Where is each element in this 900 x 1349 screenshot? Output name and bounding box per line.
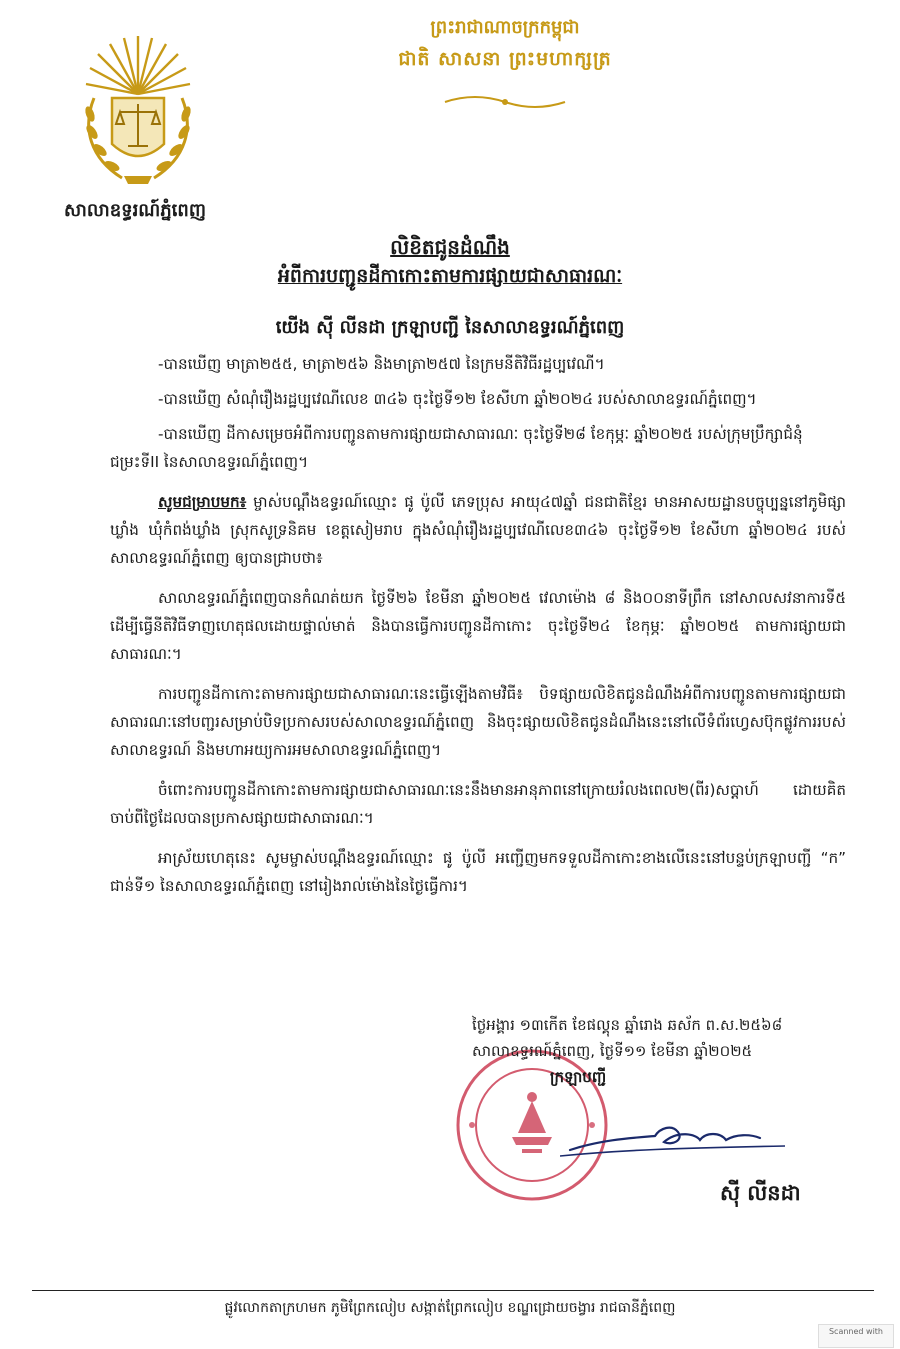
court-name: សាលាឧទ្ធរណ៍ភ្នំពេញ	[64, 200, 206, 221]
scanned-with-badge: Scanned with	[818, 1324, 894, 1348]
handwritten-signature	[560, 1110, 790, 1170]
notice-label: សូមជម្រាបមក៖	[158, 493, 247, 511]
notice-text: ម្ចាស់បណ្តឹងឧទ្ធរណ៍ឈ្មោះ ផូ ប៉ូលី ភេទប្រុស អាយុ៤៧ឆ្នាំ ជនជាតិខ្មែរ មានអាសយដ្ឋានបច្ចុប្បន្ននៅភូមិផ្សាឃ្លាំង ឃុំកំពង់ឃ្លាំង ស្រុកសូទ្រនិគម ខេត្តសៀមរាប ក្នុងសំណុំរឿងរដ្ឋប្បវេណីលេខ៣៤៦ ចុះថ្ងៃទី១២ ខែសីហា ឆ្នាំ២០២៤ របស់សាលាឧទ្ធរណ៍ភ្នំពេញ ឲ្យបានជ្រាបថា៖	[110, 493, 846, 567]
lunar-date: ថ្ងៃអង្គារ ១៣កើត ខែផល្គុន ឆ្នាំរោង ឆស័ក ព.ស.២៥៦៨	[472, 1016, 783, 1034]
notice-paragraph	[110, 488, 846, 572]
seen-clause-1: -បានឃើញ មាត្រា២៥៥, មាត្រា២៥៦ និងមាត្រា២៥៧ នៃក្រមនីតិវិធីរដ្ឋប្បវេណី។	[158, 355, 605, 373]
solar-date: សាលាឧទ្ធរណ៍ភ្នំពេញ, ថ្ងៃទី១១ ខែមីនា ឆ្នាំ២០២៥	[472, 1042, 753, 1060]
motto-kingdom: ព្រះរាជាណាចក្រកម្ពុជា	[430, 17, 580, 38]
document-subtitle: អំពីការបញ្ជូនដីកាកោះតាមការផ្សាយជាសាធារណៈ	[277, 265, 623, 287]
document-body	[110, 350, 846, 900]
national-motto	[330, 14, 680, 76]
signer-title: ក្រឡាបញ្ជី	[550, 1068, 607, 1086]
hearing-paragraph: សាលាឧទ្ធរណ៍ភ្នំពេញបានកំណត់យក ថ្ងៃទី២៦ ខែមីនា ឆ្នាំ២០២៥ វេលាម៉ោង ៨ និង០០នាទីព្រឹក នៅសាលសវនាការទី៥ ដើម្បីធ្វើនីតិវិធីទាញហេតុផលដោយផ្ទាល់មាត់ និងបានធ្វើការបញ្ជូនដីកាកោះ ចុះថ្ងៃទី២៤ ខែកុម្ភៈ ឆ្នាំ២០២៥ តាមការផ្សាយជាសាធារណៈ។	[110, 589, 846, 663]
invitation-paragraph: អាស្រ័យហេតុនេះ សូមម្ចាស់បណ្តឹងឧទ្ធរណ៍ឈ្មោះ ផូ ប៉ូលី អញ្ជើញមកទទួលដីកាកោះខាងលើនេះនៅបន្ទប់ក្រឡាបញ្ជី “ក” ជាន់ទី១ នៃសាលាឧទ្ធរណ៍ភ្នំពេញ នៅរៀងរាល់ម៉ោងនៃថ្ងៃធ្វើការ។	[110, 849, 846, 895]
footer-address: ផ្លូវលោកតាក្រហមក ភូមិព្រែកលៀប សង្កាត់ព្រែកលៀប ខណ្ឌជ្រោយចង្វារ រាជធានីភ្នំពេញ	[224, 1300, 676, 1316]
seen-clause-2: -បានឃើញ សំណុំរឿងរដ្ឋប្បវេណីលេខ ៣៤៦ ចុះថ្ងៃទី១២ ខែសីហា ឆ្នាំ២០២៤ របស់សាលាឧទ្ធរណ៍ភ្នំពេញ។	[158, 390, 757, 408]
footer-divider	[32, 1290, 874, 1291]
court-emblem-logo	[72, 28, 204, 190]
document-title: លិខិតជូនដំណឹង	[390, 235, 510, 259]
motto-ornament	[440, 92, 570, 112]
signer-name: ស៊ី លីនដា	[720, 1181, 801, 1205]
issuer-line: យើង ស៊ី លីនដា ក្រឡាបញ្ជី នៃសាលាឧទ្ធរណ៍ភ្នំពេញ	[275, 317, 625, 338]
seen-clause-3: -បានឃើញ ដីកាសម្រេចអំពីការបញ្ជូនតាមការផ្សាយជាសាធារណៈ ចុះថ្ងៃទី២៨ ខែកុម្ភៈ ឆ្នាំ២០២៥ របស់ក្រុមប្រឹក្សាជំនុំជម្រះទីII នៃសាលាឧទ្ធរណ៍ភ្នំពេញ។	[110, 425, 803, 471]
method-paragraph: ការបញ្ជូនដីកាកោះតាមការផ្សាយជាសាធារណៈនេះធ្វើឡើងតាមវិធី៖ បិទផ្សាយលិខិតជូនដំណឹងអំពីការបញ្ជូនតាមការផ្សាយជាសាធារណៈនៅបញ្ជរសម្រាប់បិទប្រកាសរបស់សាលាឧទ្ធរណ៍ភ្នំពេញ និងចុះផ្សាយលិខិតជូនដំណឹងនេះនៅលើទំព័រហ្វេសប៊ុកផ្លូវការរបស់សាលាឧទ្ធរណ៍ និងមហាអយ្យការអមសាលាឧទ្ធរណ៍ភ្នំពេញ។	[110, 685, 846, 759]
signature-block	[472, 1012, 872, 1090]
motto-nation-religion-king: ជាតិ សាសនា ព្រះមហាក្សត្រ	[398, 48, 612, 70]
effect-paragraph: ចំពោះការបញ្ជូនដីកាកោះតាមការផ្សាយជាសាធារណៈនេះនឹងមានអានុភាពនៅក្រោយរំលងពេល២(ពីរ)សប្តាហ៍ ដោយគិតចាប់ពីថ្ងៃដែលបានប្រកាសផ្សាយជាសាធារណៈ។	[110, 781, 846, 827]
